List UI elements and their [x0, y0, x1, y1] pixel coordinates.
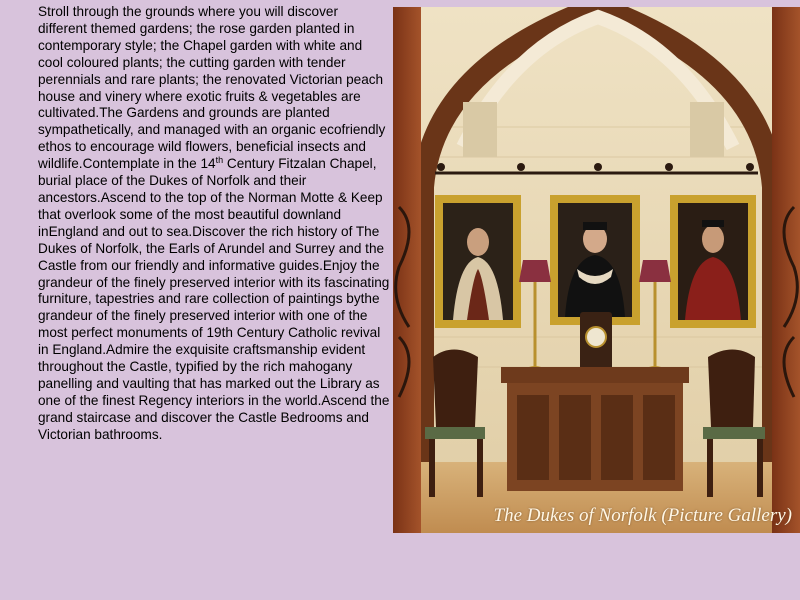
left-corbel [463, 102, 497, 157]
photo-caption: The Dukes of Norfolk (Picture Gallery) [493, 505, 792, 526]
portrait-right [670, 195, 756, 328]
portrait-left [435, 195, 521, 328]
description-text [6, 4, 390, 444]
right-corbel [690, 102, 724, 157]
ordinal-superscript: th [215, 155, 224, 166]
description-part-1: Stroll through the grounds where you will discover different themed gardens; the rose garden planted in contemporary style; the Chapel garden with white and cool coloured plants; the cutting garden with tender perennials and rare plants; the renovated Victorian peach house and vinery where exotic fruits & vegetables are cultivated.The Gardens and grounds are planted sympathetically, and managed with an organic ecofriendly ethos to encourage wild flowers, beneficial insects and wildlife.Contemplate in the 14 [38, 4, 386, 172]
picture-gallery-photo [393, 7, 800, 533]
gallery-illustration [393, 7, 800, 533]
portrait-center [550, 195, 640, 325]
description-part-2: Century Fitzalan Chapel, burial place of the Dukes of Norfolk and their ancestors.Ascend to the top of the Norman Motte & Keep that overlook some of the most beautiful downland inEngland and out to sea.Discover the rich history of The Dukes of Norfolk, the Earls of Arundel and Surrey and the Castle from our friendly and informative guides.Enjoy the grandeur of the finely preserved interior with its fascinating furniture, tapestries and rare collection of paintings bythe grandeur of the finely preserved interior with one of the most perfect monuments of 19th Century Catholic revival in England.Admire the exquisite craftsmanship evident throughout the Castle, typified by the rich mahogany panelling and vaulting that has marked out the Library as one of the finest Regency interiors in the world.Ascend the grand staircase and discover the Castle Bedrooms and Victorian bathrooms. [38, 156, 390, 442]
sideboard [501, 367, 689, 491]
mantel-clock [580, 312, 612, 370]
